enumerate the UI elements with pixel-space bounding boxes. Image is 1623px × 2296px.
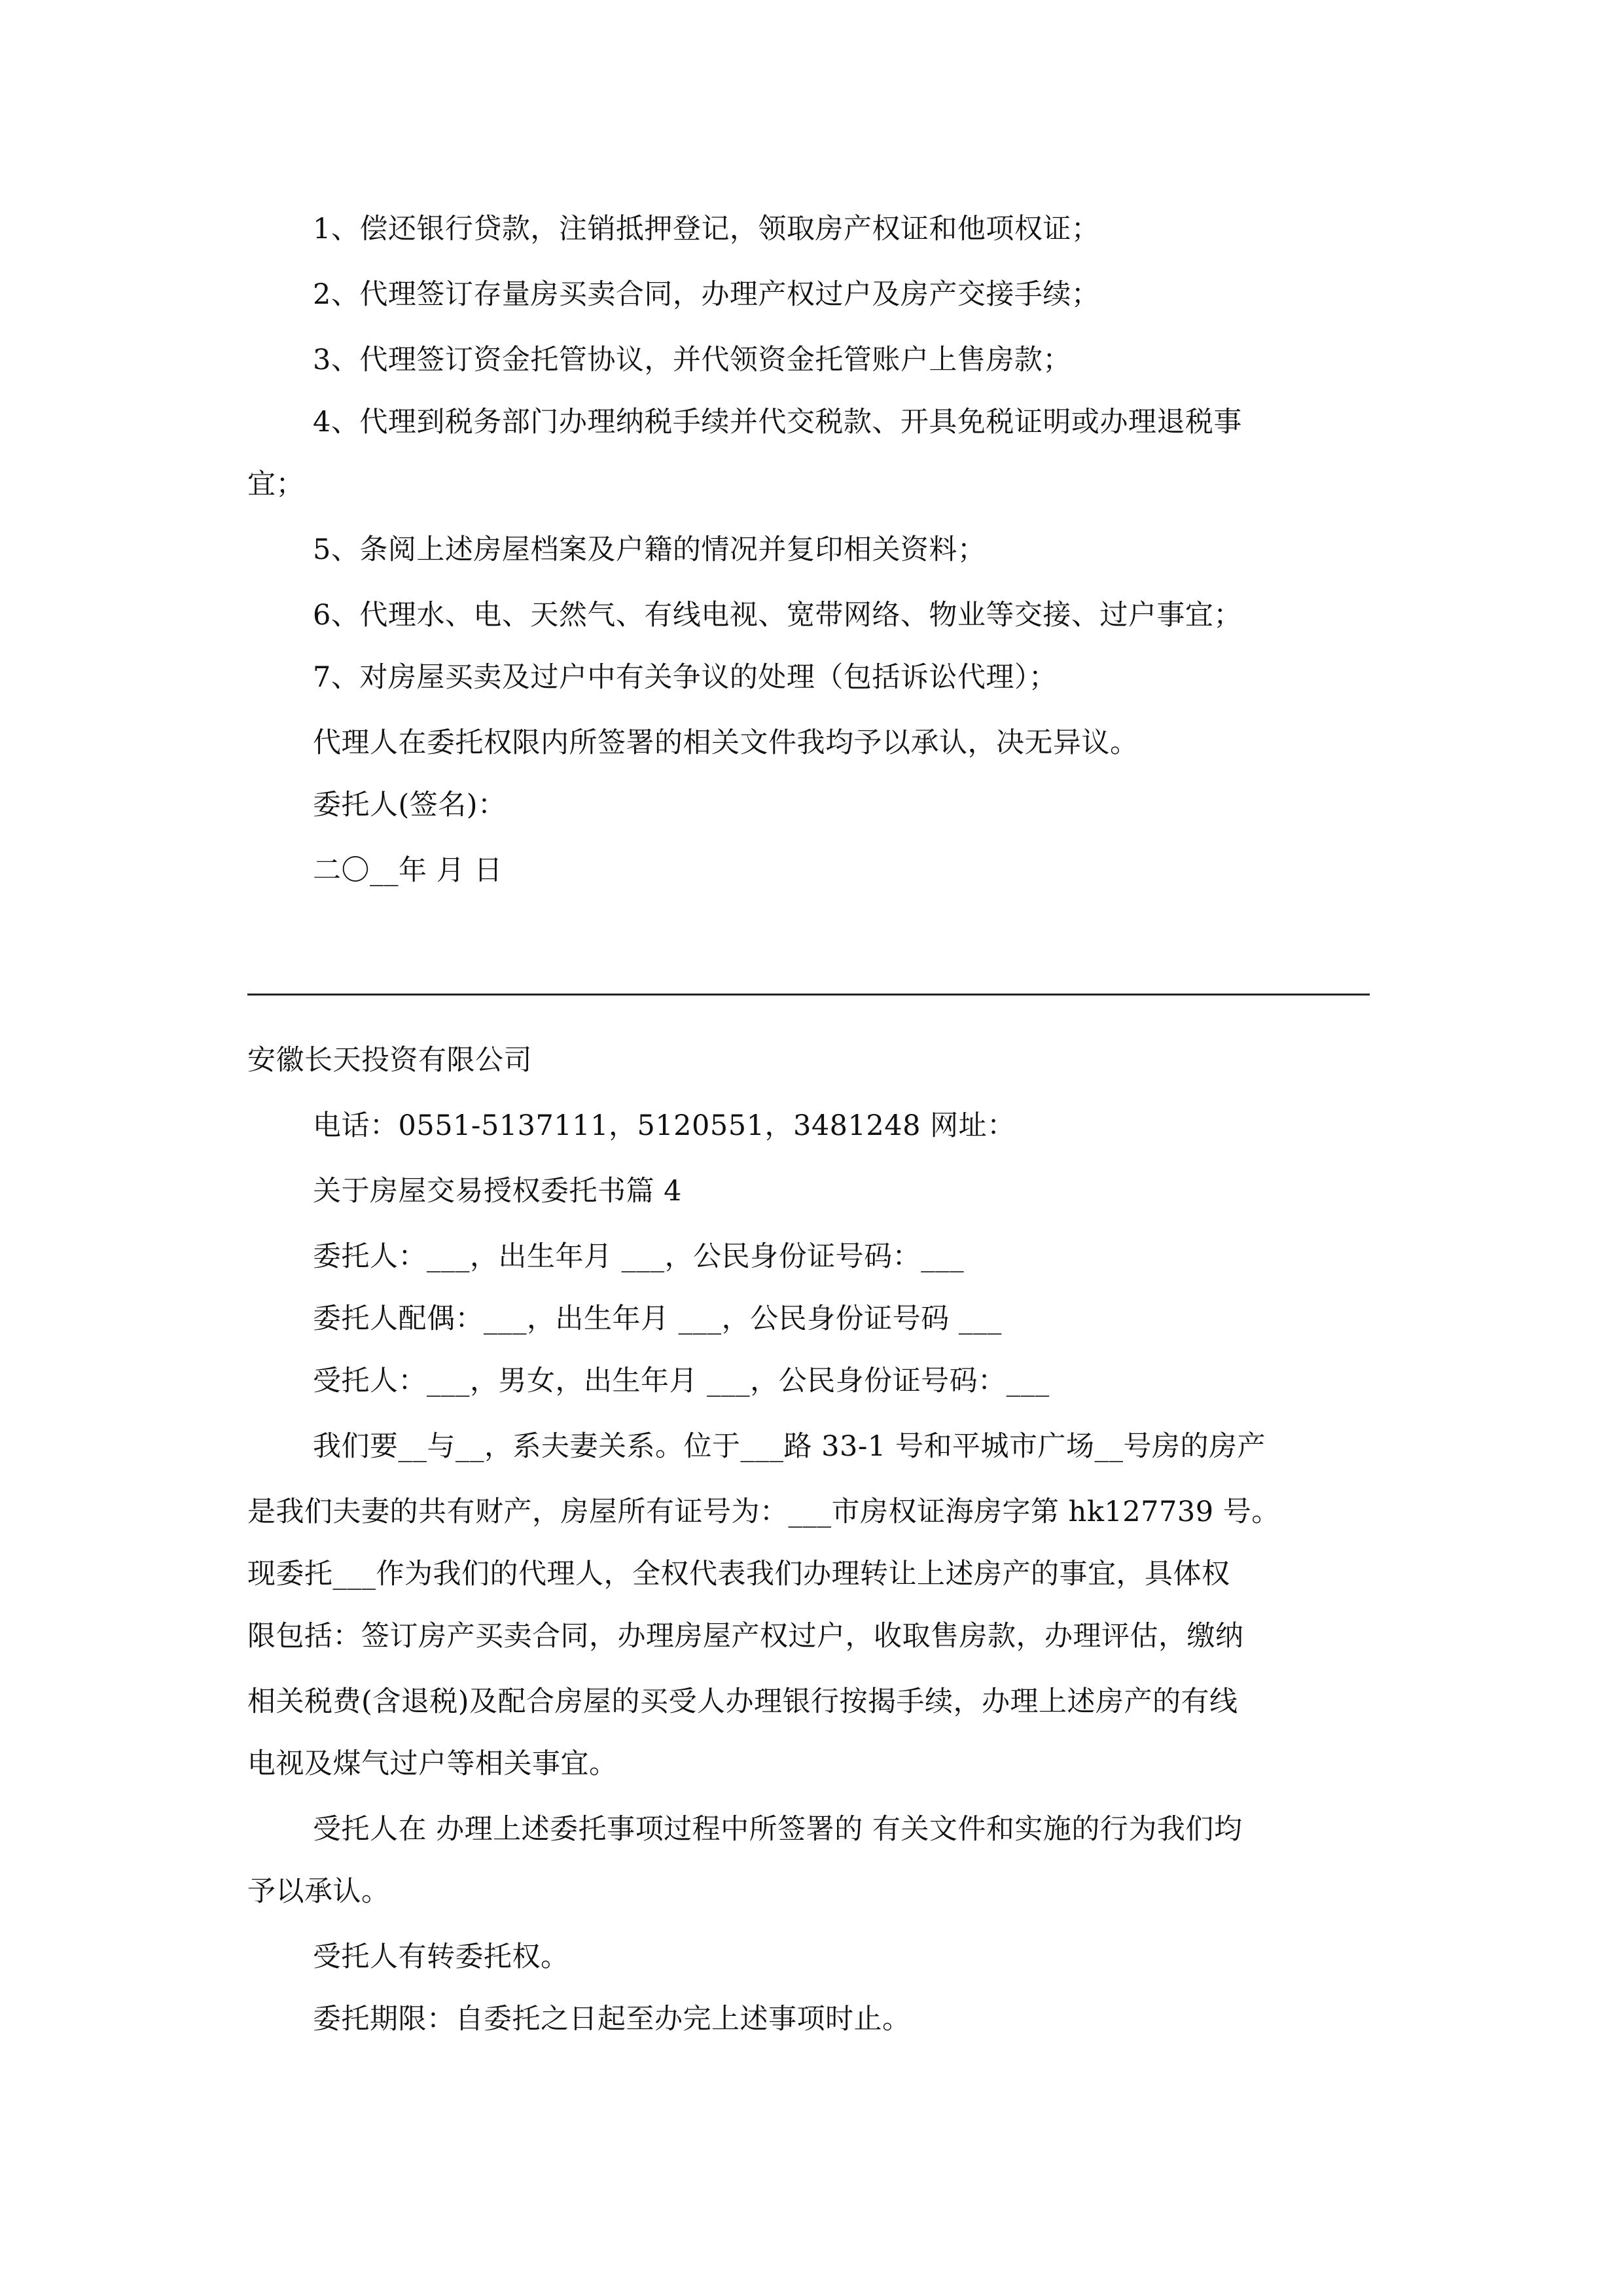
authorization-item-6: 6、代理水、电、天然气、有线电视、宽带网络、物业等交接、过户事宜； [313, 599, 1242, 632]
agent-line: 受托人：___，男女，出生年月 ___，公民身份证号码：___ [313, 1365, 1050, 1397]
principal-spouse-line: 委托人配偶：___，出生年月 ___，公民身份证号码 ___ [313, 1302, 1002, 1335]
authorization-item-4: 4、代理到税务部门办理纳税手续并代交税款、开具免税证明或办理退税事 [313, 406, 1242, 439]
body-line-2: 是我们夫妻的共有财产，房屋所有证号为：___市房权证海房字第 hk127739 号。 [247, 1496, 1280, 1528]
body-line-5: 相关税费(含退税)及配合房屋的买受人办理银行按揭手续，办理上述房产的有线 [247, 1685, 1238, 1718]
authorization-item-2: 2、代理签订存量房买卖合同，办理产权过户及房产交接手续； [313, 278, 1100, 311]
term-line: 委托期限：自委托之日起至办完上述事项时止。 [313, 2003, 911, 2036]
authorization-item-5: 5、条阅上述房屋档案及户籍的情况并复印相关资料； [313, 533, 986, 566]
company-name: 安徽长天投资有限公司 [247, 1044, 532, 1077]
body-line-6: 电视及煤气过户等相关事宜。 [247, 1748, 618, 1780]
authorization-item-4-continued: 宜； [247, 468, 304, 501]
principal-line: 委托人：___，出生年月 ___，公民身份证号码：___ [313, 1240, 965, 1273]
authorization-item-7: 7、对房屋买卖及过户中有关争议的处理（包括诉讼代理）； [313, 661, 1058, 694]
confirm-line-2: 予以承认。 [247, 1875, 390, 1908]
company-contact: 电话：0551-5137111，5120551，3481248 网址： [313, 1109, 1016, 1142]
article-title: 关于房屋交易授权委托书篇 4 [313, 1175, 683, 1208]
authorization-item-3: 3、代理签订资金托管协议，并代领资金托管账户上售房款； [313, 344, 1071, 376]
signature-label: 委托人(签名)： [313, 789, 507, 821]
body-line-4: 限包括：签订房产买卖合同，办理房屋产权过户，收取售房款，办理评估，缴纳 [247, 1620, 1244, 1653]
date-line: 二〇__年 月 日 [313, 854, 503, 887]
body-line-1: 我们要__与__，系夫妻关系。位于___路 33-1 号和平城市广场__号房的房产 [313, 1430, 1266, 1463]
confirm-line-1: 受托人在 办理上述委托事项过程中所签署的 有关文件和实施的行为我们均 [313, 1813, 1243, 1846]
sub-delegation-line: 受托人有转委托权。 [313, 1941, 569, 1973]
body-line-3: 现委托___作为我们的代理人，全权代表我们办理转让上述房产的事宜，具体权 [247, 1558, 1230, 1590]
authorization-item-1: 1、偿还银行贷款，注销抵押登记，领取房产权证和他项权证； [313, 213, 1100, 245]
separator-line [247, 994, 1370, 996]
acknowledgement-text: 代理人在委托权限内所签署的相关文件我均予以承认，决无异议。 [313, 726, 1139, 759]
